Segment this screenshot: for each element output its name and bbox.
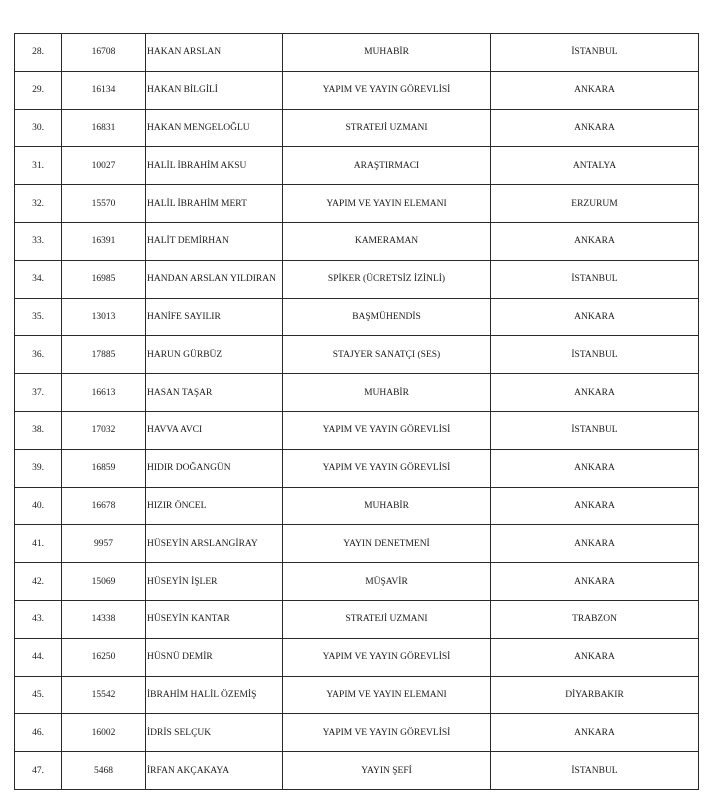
- person-name-cell: HIDIR DOĞANGÜN: [146, 449, 283, 487]
- table-row: [15, 336, 699, 374]
- city-cell: İSTANBUL: [491, 336, 699, 374]
- registry-number-cell: 16134: [62, 71, 146, 109]
- registry-number-cell: 16391: [62, 222, 146, 260]
- row-number-cell: 35.: [15, 298, 62, 336]
- row-number-cell: 34.: [15, 260, 62, 298]
- person-name-cell: HAVVA AVCI: [146, 411, 283, 449]
- city-cell: ANKARA: [491, 714, 699, 752]
- registry-number-cell: 17885: [62, 336, 146, 374]
- registry-number-cell: 16002: [62, 714, 146, 752]
- city-cell: İSTANBUL: [491, 260, 699, 298]
- row-number-cell: 41.: [15, 525, 62, 563]
- personnel-table-body: [15, 34, 699, 790]
- table-row: [15, 411, 699, 449]
- job-title-cell: YAPIM VE YAYIN GÖREVLİSİ: [283, 71, 491, 109]
- person-name-cell: HÜSEYİN ARSLANGİRAY: [146, 525, 283, 563]
- row-number-cell: 28.: [15, 34, 62, 72]
- job-title-cell: YAPIM VE YAYIN GÖREVLİSİ: [283, 449, 491, 487]
- person-name-cell: HALİT DEMİRHAN: [146, 222, 283, 260]
- registry-number-cell: 9957: [62, 525, 146, 563]
- person-name-cell: HANİFE SAYILIR: [146, 298, 283, 336]
- table-row: [15, 34, 699, 72]
- city-cell: ANKARA: [491, 298, 699, 336]
- registry-number-cell: 16250: [62, 638, 146, 676]
- registry-number-cell: 17032: [62, 411, 146, 449]
- job-title-cell: STAJYER SANATÇI (SES): [283, 336, 491, 374]
- job-title-cell: STRATEJİ UZMANI: [283, 600, 491, 638]
- table-row: [15, 449, 699, 487]
- registry-number-cell: 5468: [62, 752, 146, 790]
- city-cell: ANKARA: [491, 487, 699, 525]
- personnel-table: [14, 33, 699, 790]
- city-cell: ANKARA: [491, 449, 699, 487]
- city-cell: İSTANBUL: [491, 411, 699, 449]
- city-cell: ANKARA: [491, 563, 699, 601]
- job-title-cell: MUHABİR: [283, 487, 491, 525]
- registry-number-cell: 10027: [62, 147, 146, 185]
- table-row: [15, 600, 699, 638]
- job-title-cell: STRATEJİ UZMANI: [283, 109, 491, 147]
- registry-number-cell: 15069: [62, 563, 146, 601]
- row-number-cell: 31.: [15, 147, 62, 185]
- person-name-cell: HANDAN ARSLAN YILDIRAN: [146, 260, 283, 298]
- city-cell: ANTALYA: [491, 147, 699, 185]
- job-title-cell: SPİKER (ÜCRETSİZ İZİNLİ): [283, 260, 491, 298]
- table-row: [15, 260, 699, 298]
- registry-number-cell: 16831: [62, 109, 146, 147]
- document-page: [14, 33, 698, 790]
- job-title-cell: YAPIM VE YAYIN ELEMANI: [283, 185, 491, 223]
- row-number-cell: 42.: [15, 563, 62, 601]
- city-cell: İSTANBUL: [491, 34, 699, 72]
- person-name-cell: HAKAN BİLGİLİ: [146, 71, 283, 109]
- registry-number-cell: 16613: [62, 374, 146, 412]
- row-number-cell: 39.: [15, 449, 62, 487]
- job-title-cell: KAMERAMAN: [283, 222, 491, 260]
- row-number-cell: 45.: [15, 676, 62, 714]
- job-title-cell: YAPIM VE YAYIN GÖREVLİSİ: [283, 638, 491, 676]
- row-number-cell: 29.: [15, 71, 62, 109]
- person-name-cell: HALİL İBRAHİM MERT: [146, 185, 283, 223]
- table-row: [15, 71, 699, 109]
- row-number-cell: 44.: [15, 638, 62, 676]
- row-number-cell: 36.: [15, 336, 62, 374]
- person-name-cell: HIZIR ÖNCEL: [146, 487, 283, 525]
- row-number-cell: 40.: [15, 487, 62, 525]
- job-title-cell: ARAŞTIRMACI: [283, 147, 491, 185]
- job-title-cell: YAPIM VE YAYIN ELEMANI: [283, 676, 491, 714]
- row-number-cell: 38.: [15, 411, 62, 449]
- registry-number-cell: 14338: [62, 600, 146, 638]
- job-title-cell: YAYIN ŞEFİ: [283, 752, 491, 790]
- table-row: [15, 109, 699, 147]
- table-row: [15, 752, 699, 790]
- table-row: [15, 638, 699, 676]
- job-title-cell: MÜŞAVİR: [283, 563, 491, 601]
- job-title-cell: YAPIM VE YAYIN GÖREVLİSİ: [283, 714, 491, 752]
- registry-number-cell: 15542: [62, 676, 146, 714]
- city-cell: TRABZON: [491, 600, 699, 638]
- row-number-cell: 30.: [15, 109, 62, 147]
- job-title-cell: YAYIN DENETMENİ: [283, 525, 491, 563]
- job-title-cell: MUHABİR: [283, 374, 491, 412]
- table-row: [15, 147, 699, 185]
- job-title-cell: BAŞMÜHENDİS: [283, 298, 491, 336]
- table-row: [15, 563, 699, 601]
- table-row: [15, 374, 699, 412]
- table-row: [15, 714, 699, 752]
- registry-number-cell: 13013: [62, 298, 146, 336]
- city-cell: DİYARBAKIR: [491, 676, 699, 714]
- registry-number-cell: 16678: [62, 487, 146, 525]
- table-row: [15, 487, 699, 525]
- registry-number-cell: 16985: [62, 260, 146, 298]
- person-name-cell: İBRAHİM HALİL ÖZEMİŞ: [146, 676, 283, 714]
- person-name-cell: HÜSNÜ DEMİR: [146, 638, 283, 676]
- table-row: [15, 676, 699, 714]
- person-name-cell: HAKAN MENGELOĞLU: [146, 109, 283, 147]
- person-name-cell: HAKAN ARSLAN: [146, 34, 283, 72]
- table-row: [15, 222, 699, 260]
- person-name-cell: İDRİS SELÇUK: [146, 714, 283, 752]
- registry-number-cell: 15570: [62, 185, 146, 223]
- job-title-cell: YAPIM VE YAYIN GÖREVLİSİ: [283, 411, 491, 449]
- person-name-cell: HALİL İBRAHİM AKSU: [146, 147, 283, 185]
- row-number-cell: 33.: [15, 222, 62, 260]
- row-number-cell: 37.: [15, 374, 62, 412]
- row-number-cell: 46.: [15, 714, 62, 752]
- person-name-cell: İRFAN AKÇAKAYA: [146, 752, 283, 790]
- row-number-cell: 32.: [15, 185, 62, 223]
- table-row: [15, 525, 699, 563]
- registry-number-cell: 16859: [62, 449, 146, 487]
- job-title-cell: MUHABİR: [283, 34, 491, 72]
- city-cell: ANKARA: [491, 638, 699, 676]
- city-cell: ANKARA: [491, 71, 699, 109]
- row-number-cell: 43.: [15, 600, 62, 638]
- city-cell: ERZURUM: [491, 185, 699, 223]
- row-number-cell: 47.: [15, 752, 62, 790]
- city-cell: ANKARA: [491, 525, 699, 563]
- registry-number-cell: 16708: [62, 34, 146, 72]
- city-cell: İSTANBUL: [491, 752, 699, 790]
- person-name-cell: HARUN GÜRBÜZ: [146, 336, 283, 374]
- person-name-cell: HÜSEYİN KANTAR: [146, 600, 283, 638]
- table-row: [15, 185, 699, 223]
- table-row: [15, 298, 699, 336]
- city-cell: ANKARA: [491, 222, 699, 260]
- city-cell: ANKARA: [491, 109, 699, 147]
- person-name-cell: HÜSEYİN İŞLER: [146, 563, 283, 601]
- city-cell: ANKARA: [491, 374, 699, 412]
- person-name-cell: HASAN TAŞAR: [146, 374, 283, 412]
